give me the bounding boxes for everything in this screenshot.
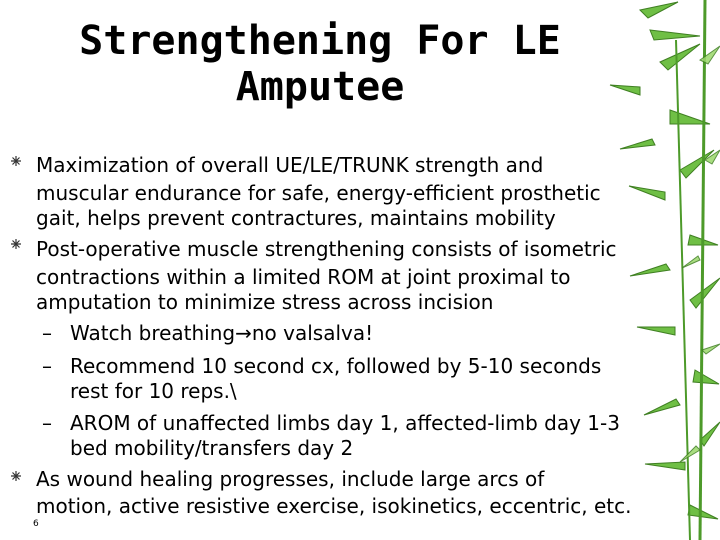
sub-bullet-2-line-2: rest for 10 reps.\ [70,379,237,403]
title-line-2: Amputee [235,64,405,110]
asterisk-bullet-icon [10,470,22,482]
bullet-2-line-2: contractions within a limited ROM at joint proximal to [36,265,571,289]
sub-bullet-dash: – [42,321,52,345]
bullet-2-line-3: amputation to minimize stress across incision [36,290,494,314]
asterisk-bullet-icon [10,238,22,250]
bullet-1-line-2: muscular endurance for safe, energy-efficient prosthetic [36,181,601,205]
bullet-1-line-1: Maximization of overall UE/LE/TRUNK strength and [36,153,544,177]
asterisk-bullet-icon [10,155,22,167]
bullet-1-line-3: gait, helps prevent contractures, maintains mobility [36,206,556,230]
bullet-3-line-1: As wound healing progresses, include large arcs of [36,467,545,491]
sub-bullet-dash: – [42,411,52,435]
sub-bullet-1-text-b: no valsalva! [251,321,374,345]
sub-bullet-3-line-2: bed mobility/transfers day 2 [70,436,354,460]
bullet-3-line-2: motion, active resistive exercise, isokinetics, eccentric, etc. [36,494,632,518]
sub-bullet-2-line-1: Recommend 10 second cx, followed by 5-10 seconds [70,354,602,378]
title-line-1: Strengthening For LE [79,18,561,64]
sub-bullet-3-line-1: AROM of unaffected limbs day 1, affected-limb day 1-3 [70,411,620,435]
arrow-right-icon: → [235,321,252,345]
bullet-2-line-1: Post-operative muscle strengthening consists of isometric [36,237,617,261]
sub-bullet-1-text-a: Watch breathing [70,321,236,345]
sub-bullet-1 [70,322,373,344]
slide-page-number: 6 [33,519,39,529]
sub-bullet-dash: – [42,354,52,378]
